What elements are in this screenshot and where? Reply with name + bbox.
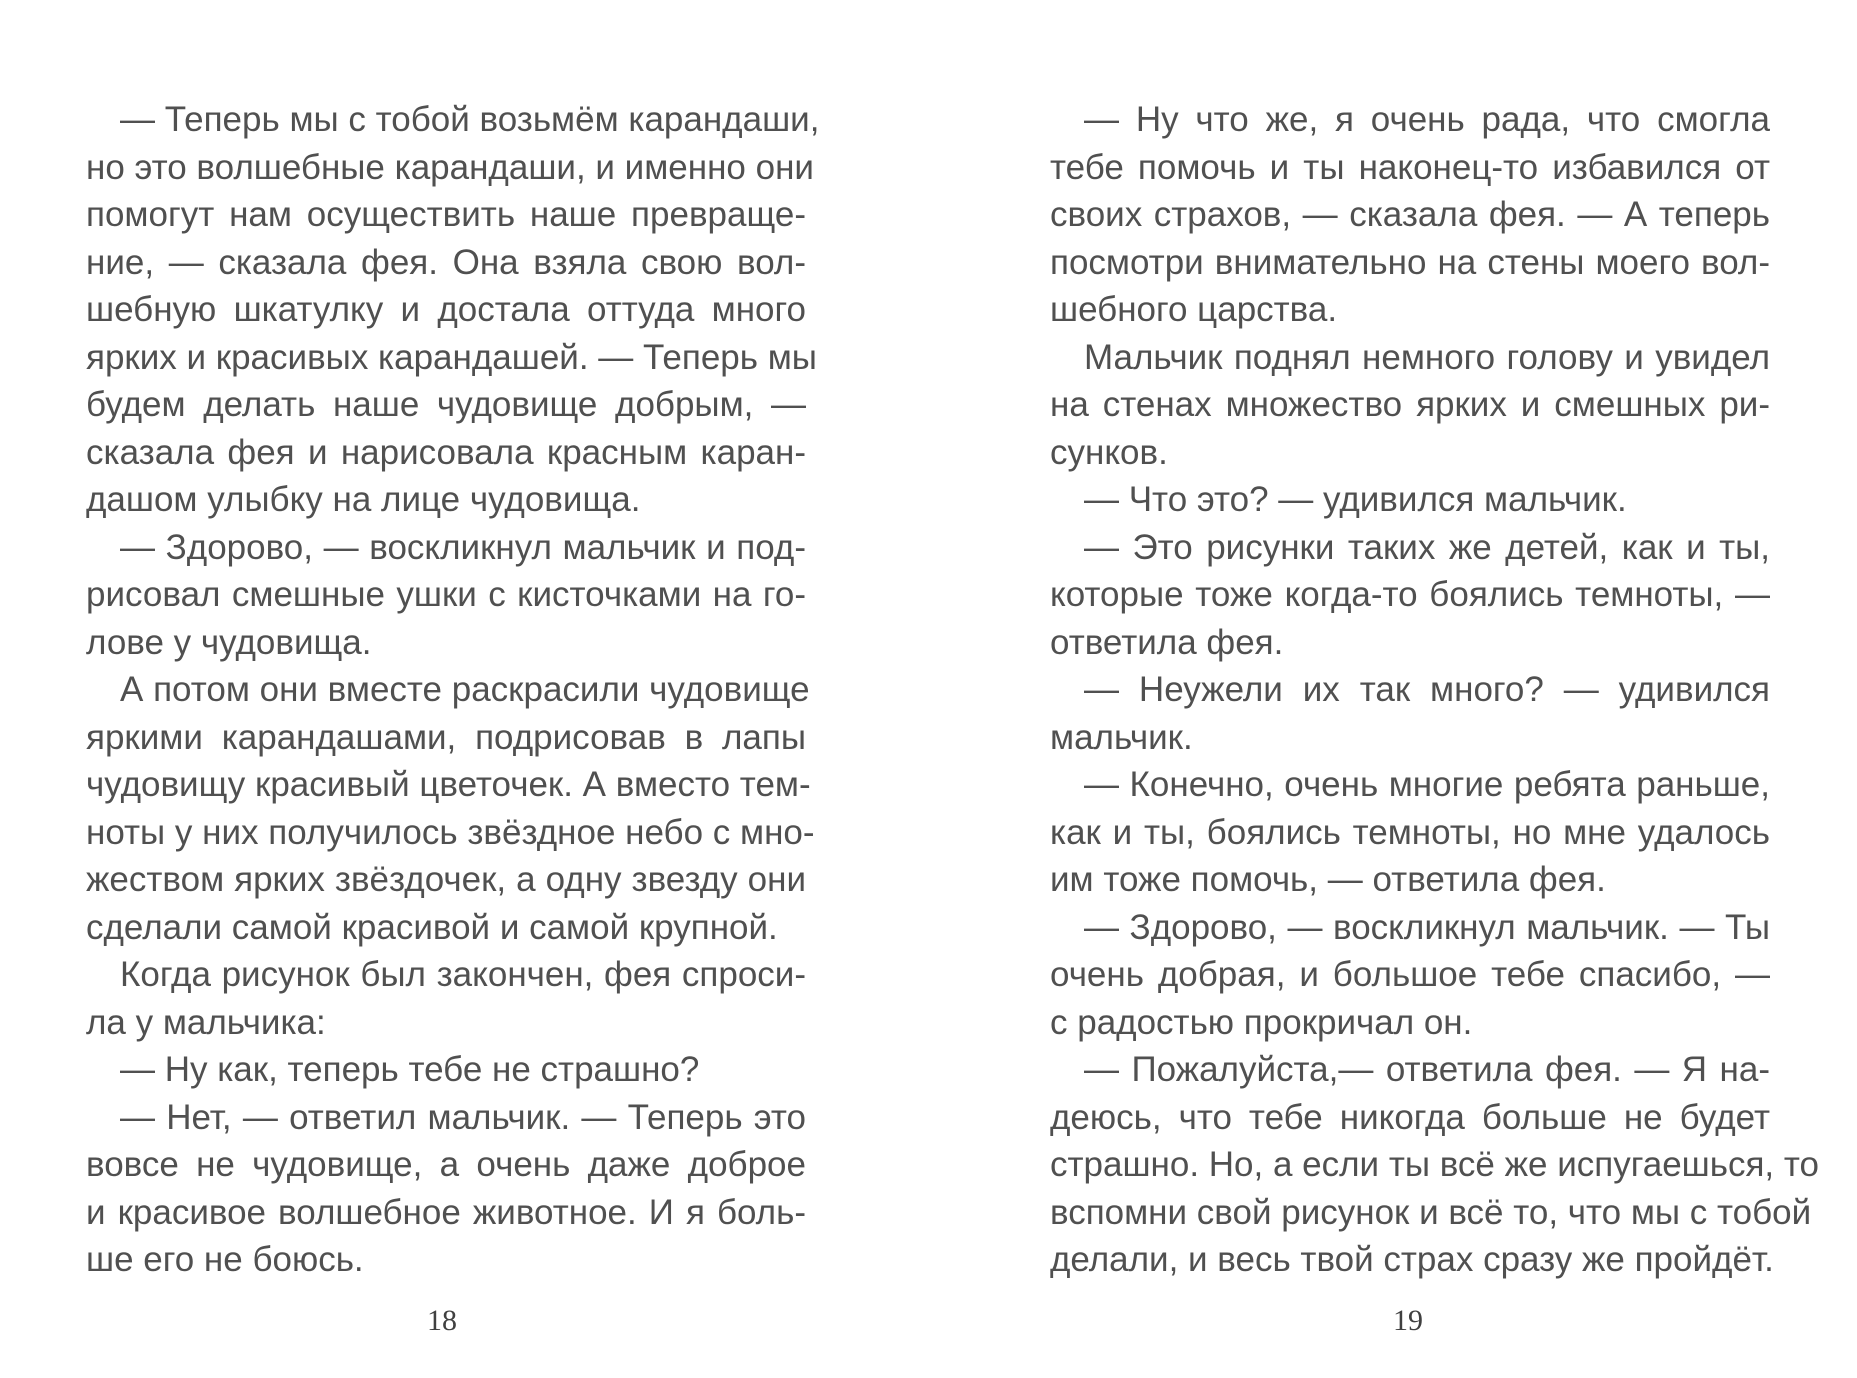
text-line: которые тоже когда-то боялись темноты, — bbox=[1050, 575, 1770, 614]
text-line: дашом улыбку на лице чудовища. bbox=[86, 480, 641, 519]
text-line: своих страхов, — сказала фея. — А теперь bbox=[1050, 195, 1770, 234]
text-line: — Ну что же, я очень рада, что смогла bbox=[1084, 100, 1770, 139]
text-line: будем делать наше чудовище добрым, — bbox=[86, 385, 806, 424]
text-line: — Что это? — удивился мальчик. bbox=[1084, 480, 1627, 519]
text-line: шебную шкатулку и достала оттуда много bbox=[86, 290, 806, 329]
text-line: вовсе не чудовище, а очень даже доброе bbox=[86, 1145, 806, 1184]
text-line: ярких и красивых карандашей. — Теперь мы bbox=[86, 337, 817, 377]
text-line: с радостью прокричал он. bbox=[1050, 1002, 1473, 1042]
text-line: ние, — сказала фея. Она взяла свою вол- bbox=[86, 242, 806, 282]
text-line: ше его не боюсь. bbox=[86, 1240, 364, 1279]
text-line: — Теперь мы с тобой возьмём карандаши, bbox=[120, 100, 820, 139]
text-line: — Здорово, — воскликнул мальчик. — Ты bbox=[1084, 907, 1770, 947]
text-line: вспомни свой рисунок и всё то, что мы с тобой bbox=[1050, 1192, 1812, 1232]
text-line: очень добрая, и большое тебе спасибо, — bbox=[1050, 955, 1770, 994]
text-line: деюсь, что тебе никогда больше не будет bbox=[1050, 1097, 1770, 1137]
text-line: ла у мальчика: bbox=[86, 1002, 326, 1042]
text-line: яркими карандашами, подрисовав в лапы bbox=[86, 717, 806, 757]
text-line: тебе помочь и ты наконец-то избавился от bbox=[1050, 147, 1770, 187]
text-line: сунков. bbox=[1050, 432, 1168, 472]
left-page-text bbox=[86, 96, 820, 1284]
right-page-text bbox=[1050, 96, 1819, 1284]
text-line: сделали самой красивой и самой крупной. bbox=[86, 907, 778, 947]
text-line: чудовищу красивый цветочек. А вместо тем- bbox=[86, 765, 811, 804]
text-line: посмотри внимательно на стены моего вол- bbox=[1050, 242, 1770, 282]
text-line: помогут нам осуществить наше превраще- bbox=[86, 195, 806, 234]
text-line: — Неужели их так много? — удивился bbox=[1084, 670, 1770, 709]
text-line: — Нет, — ответил мальчик. — Теперь это bbox=[120, 1097, 806, 1137]
text-line: — Здорово, — воскликнул мальчик и под- bbox=[120, 527, 806, 567]
text-line: и красивое волшебное животное. И я боль- bbox=[86, 1192, 806, 1232]
text-line: — Конечно, очень многие ребята раньше, bbox=[1084, 765, 1770, 804]
text-line: мальчик. bbox=[1050, 717, 1193, 757]
text-line: лове у чудовища. bbox=[86, 622, 372, 662]
text-line: делали, и весь твой страх сразу же пройдёт. bbox=[1050, 1240, 1774, 1279]
text-line: как и ты, боялись темноты, но мне удалось bbox=[1050, 812, 1770, 852]
page-number-right: 19 bbox=[1393, 1304, 1423, 1337]
text-line: Когда рисунок был закончен, фея спроси- bbox=[120, 955, 806, 994]
text-line: — Это рисунки таких же детей, как и ты, bbox=[1084, 527, 1770, 567]
text-line: А потом они вместе раскрасили чудовище bbox=[120, 670, 810, 709]
page-number-left: 18 bbox=[427, 1304, 457, 1337]
text-line: — Ну как, теперь тебе не страшно? bbox=[120, 1050, 700, 1089]
text-line: — Пожалуйста,— ответила фея. — Я на- bbox=[1084, 1050, 1770, 1089]
text-line: ноты у них получилось звёздное небо с мно- bbox=[86, 812, 815, 852]
text-line: сказала фея и нарисовала красным каран- bbox=[86, 432, 806, 472]
text-line: страшно. Но, а если ты всё же испугаешься, то bbox=[1050, 1145, 1819, 1184]
text-line: шебного царства. bbox=[1050, 290, 1338, 329]
text-line: ответила фея. bbox=[1050, 622, 1284, 662]
text-line: но это волшебные карандаши, и именно они bbox=[86, 147, 814, 187]
text-line: им тоже помочь, — ответила фея. bbox=[1050, 860, 1606, 899]
text-line: рисовал смешные ушки с кисточками на го- bbox=[86, 575, 806, 614]
text-line: Мальчик поднял немного голову и увидел bbox=[1084, 337, 1770, 377]
text-line: на стенах множество ярких и смешных ри- bbox=[1050, 385, 1770, 424]
text-line: жеством ярких звёздочек, а одну звезду они bbox=[86, 860, 806, 899]
